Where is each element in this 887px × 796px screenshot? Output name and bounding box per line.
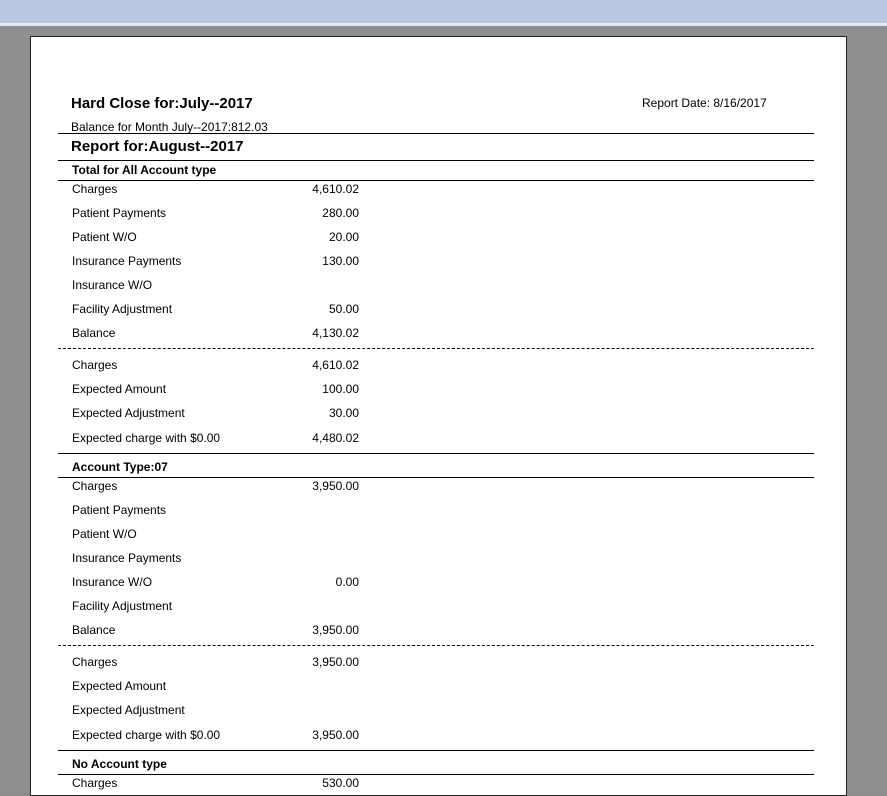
row-label-insurance-wo: Insurance W/O xyxy=(72,278,153,292)
hard-close-title: Hard Close for:July--2017 xyxy=(71,95,253,112)
row-label-expected-amount: Expected Amount xyxy=(72,679,167,693)
row-label-insurance-payments: Insurance Payments xyxy=(72,551,182,565)
row-value-charges: 4,610.02 xyxy=(312,182,359,196)
report-date: Report Date: 8/16/2017 xyxy=(642,96,767,110)
row-value-balance: 3,950.00 xyxy=(312,623,359,637)
row-label-patient-payments: Patient Payments xyxy=(72,206,167,220)
divider xyxy=(58,774,814,775)
row-label-balance: Balance xyxy=(72,623,116,637)
divider xyxy=(58,477,814,478)
section-header-account-type-07: Account Type:07 xyxy=(72,460,168,474)
row-value-expected-adjustment: 30.00 xyxy=(328,406,359,420)
dashed-divider xyxy=(58,348,814,349)
row-value-charges: 3,950.00 xyxy=(312,479,359,493)
report-page xyxy=(30,36,847,796)
section-header-no-account-type: No Account type xyxy=(72,757,167,771)
divider xyxy=(58,133,814,134)
report-for-title: Report for:August--2017 xyxy=(71,138,244,155)
window-title-bar xyxy=(0,0,887,23)
divider xyxy=(58,180,814,181)
row-label-expected-charges: Charges xyxy=(72,358,118,372)
row-label-facility-adjustment: Facility Adjustment xyxy=(72,599,173,613)
row-label-expected-amount: Expected Amount xyxy=(72,382,167,396)
row-label-charges: Charges xyxy=(72,776,118,790)
row-label-balance: Balance xyxy=(72,326,116,340)
row-label-expected-charge-zero: Expected charge with $0.00 xyxy=(72,728,221,742)
row-label-patient-payments: Patient Payments xyxy=(72,503,167,517)
row-value-expected-charge-zero: 3,950.00 xyxy=(312,728,359,742)
row-value-balance: 4,130.02 xyxy=(312,326,359,340)
row-label-insurance-payments: Insurance Payments xyxy=(72,254,182,268)
row-value-patient-wo: 20.00 xyxy=(328,230,359,244)
row-label-facility-adjustment: Facility Adjustment xyxy=(72,302,173,316)
row-label-expected-adjustment: Expected Adjustment xyxy=(72,703,185,717)
row-value-expected-charge-zero: 4,480.02 xyxy=(312,431,359,445)
divider xyxy=(58,750,814,751)
row-label-patient-wo: Patient W/O xyxy=(72,230,137,244)
divider xyxy=(58,160,814,161)
divider xyxy=(58,453,814,454)
section-header-total: Total for All Account type xyxy=(72,163,217,177)
row-value-insurance-payments: 130.00 xyxy=(322,254,359,268)
row-value-charges: 530.00 xyxy=(322,776,359,790)
dashed-divider xyxy=(58,645,814,646)
row-value-expected-charges: 4,610.02 xyxy=(312,358,359,372)
row-label-patient-wo: Patient W/O xyxy=(72,527,137,541)
row-value-insurance-wo: 0.00 xyxy=(335,575,359,589)
row-value-facility-adjustment: 50.00 xyxy=(328,302,359,316)
row-value-expected-charges: 3,950.00 xyxy=(312,655,359,669)
row-value-expected-amount: 100.00 xyxy=(322,382,359,396)
row-label-charges: Charges xyxy=(72,479,118,493)
row-label-expected-charge-zero: Expected charge with $0.00 xyxy=(72,431,221,445)
row-value-patient-payments: 280.00 xyxy=(322,206,359,220)
balance-for-month: Balance for Month July--2017:812.03 xyxy=(71,120,268,134)
row-label-expected-adjustment: Expected Adjustment xyxy=(72,406,185,420)
row-label-expected-charges: Charges xyxy=(72,655,118,669)
row-label-charges: Charges xyxy=(72,182,118,196)
row-label-insurance-wo: Insurance W/O xyxy=(72,575,153,589)
